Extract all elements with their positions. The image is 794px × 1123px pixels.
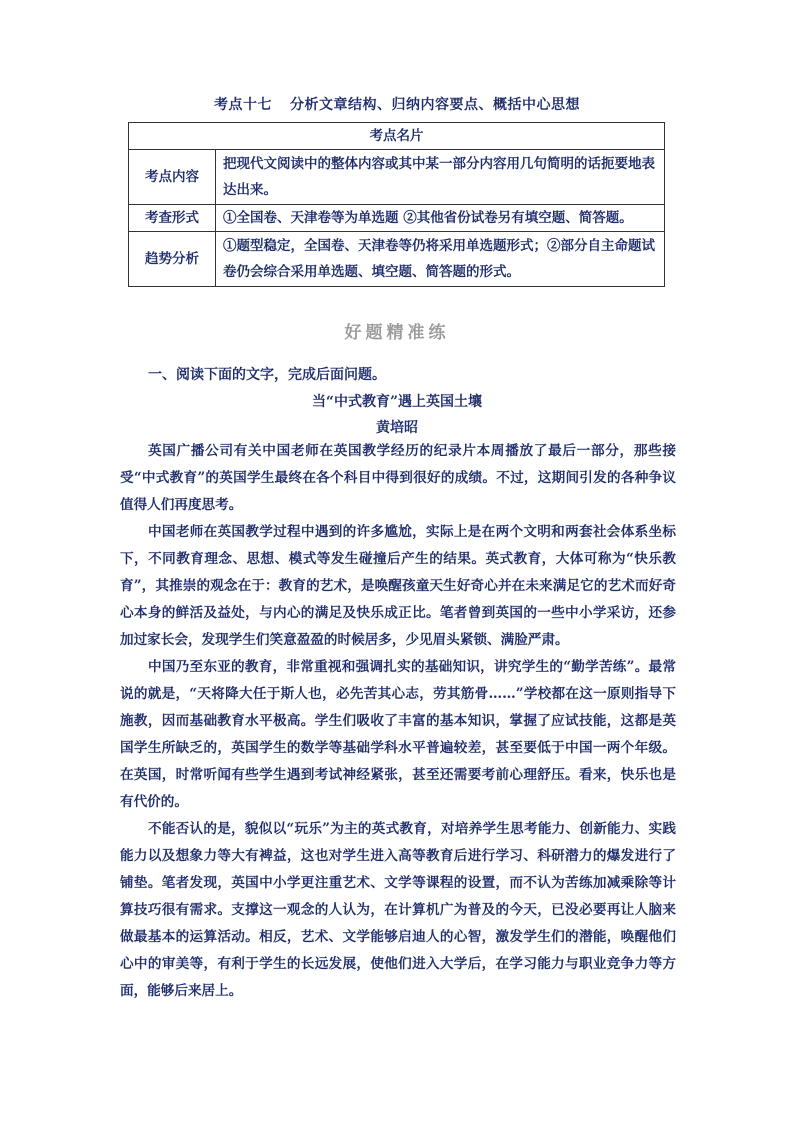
card-row-text: 把现代文阅读中的整体内容或其中某一部分内容用几句简明的话扼要地表达出来。: [216, 150, 665, 205]
card-row-text: ①题型稳定，全国卷、天津卷等仍将采用单选题形式；②部分自主命题试卷仍会综合采用单选题、填空题、简答题的形式。: [216, 232, 665, 287]
kaodian-title: [0, 94, 794, 114]
article-title: 当“中式教育”遇上英国土壤: [311, 394, 483, 410]
kaodian-number: 考点十七: [214, 97, 272, 113]
card-title: 考点名片: [129, 123, 665, 150]
article-paragraph: 不能否认的是，貌似以“玩乐”为主的英式教育，对培养学生思考能力、创新能力、实践能力以及想象力等大有裨益，这也对学生进入高等教育后进行学习、科研潜力的爆发进行了铺垫。笔者发现，英国中小学更注重艺术、文学等课程的设置，而不认为苦练加减乘除等计算技巧很有需求。支撑这一观念的人认为，在计算机广为普及的今天，已没必要再让人脑来做最基本的运算活动。相反，艺术、文学能够启迪人的心智，激发学生们的潜能，唤醒他们心中的审美等，有利于学生的长远发展，使他们进入大学后，在学习能力与职业竞争力等方面，能够后来居上。: [120, 821, 676, 999]
article-author: 黄培昭: [376, 420, 418, 436]
kaodian-description: 分析文章结构、归纳内容要点、概括中心思想: [290, 97, 580, 113]
card-row-text: ①全国卷、天津卷等为单选题 ②其他省份试卷另有填空题、简答题。: [216, 205, 665, 232]
article-paragraph: 中国老师在英国教学过程中遇到的许多尴尬，实际上是在两个文明和两套社会体系坐标下，不同教育理念、思想、模式等发生碰撞后产生的结果。英式教育，大体可称为“快乐教育”，其推崇的观念在于：教育的艺术，是唤醒孩童天生好奇心并在未来满足它的艺术而好奇心本身的鲜活及益处，与内心的满足及快乐成正比。笔者曾到英国的一些中小学采访，还参加过家长会，发现学生们笑意盈盈的时候居多，少见眉头紧锁、满脸严肃。: [120, 524, 676, 648]
article-paragraph: 英国广播公司有关中国老师在英国教学经历的纪录片本周播放了最后一部分，那些接受“中式教育”的英国学生最终在各个科目中得到很好的成绩。不过，这期间引发的各种争议值得人们再度思考。: [120, 443, 676, 513]
card-row-label: 考查形式: [129, 205, 216, 232]
question-prompt: 一、阅读下面的文字，完成后面问题。: [148, 367, 386, 383]
card-row-form: [129, 205, 665, 232]
card-row-label: 考点内容: [129, 150, 216, 205]
article-body: [120, 438, 676, 1005]
card-header-row: [129, 123, 665, 150]
kaodian-card-table: [128, 122, 665, 287]
card-row-trend: [129, 232, 665, 287]
article-paragraph: 中国乃至东亚的教育，非常重视和强调扎实的基础知识，讲究学生的“勤学苦练”。最常说的就是，“天将降大任于斯人也，必先苦其心志，劳其筋骨……”学校都在这一原则指导下施教，因而基础教育水平极高。学生们吸收了丰富的基本知识，掌握了应试技能，这都是英国学生所缺乏的，英国学生的数学等基础学科水平普遍较差，甚至要低于中国一两个年级。在英国，时常听闻有些学生遇到考试神经紧张，甚至还需要考前心理舒压。看来，快乐也是有代价的。: [120, 659, 676, 810]
card-row-label: 趋势分析: [129, 232, 216, 287]
card-row-content: [129, 150, 665, 205]
section-title: 好题精准练: [344, 323, 450, 343]
